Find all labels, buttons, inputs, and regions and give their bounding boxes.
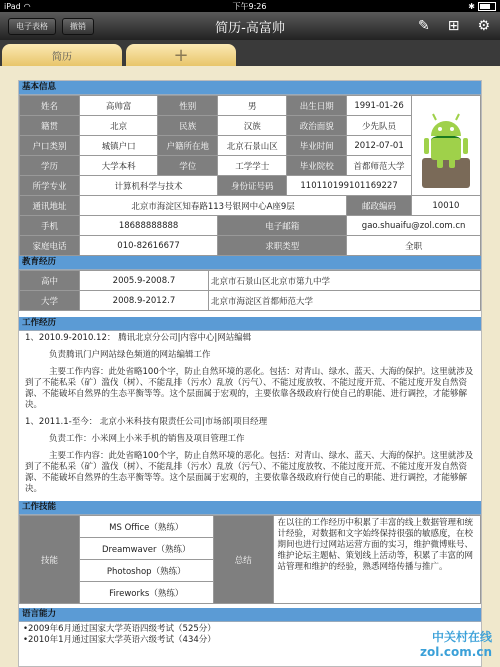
- hukou-label: 户口类别: [20, 136, 80, 156]
- edu-school[interactable]: 北京市海淀区首都师范大学: [209, 291, 481, 311]
- add-tab-button[interactable]: +: [126, 44, 236, 66]
- language-item: •2009年6月通过国家大学英语四级考试（525分）: [23, 624, 216, 634]
- skill-item[interactable]: Dreamwaver（熟练）: [79, 538, 213, 560]
- home-phone-cell[interactable]: 010-82616677: [79, 236, 217, 256]
- hukou-location-label: 户籍所在地: [158, 136, 218, 156]
- home-phone-label: 家庭电话: [20, 236, 80, 256]
- education-cell[interactable]: 大学本科: [79, 156, 157, 176]
- status-bar: [0, 0, 500, 12]
- section-work: 工作经历: [19, 317, 481, 331]
- job1-title: 1、2010.9-2010.12： 腾讯北京分公司|内容中心|网站编辑: [25, 333, 252, 343]
- page-area: [0, 66, 500, 667]
- hukou-cell[interactable]: 城镇户口: [79, 136, 157, 156]
- mobile-cell[interactable]: 18688888888: [79, 216, 217, 236]
- summary-label: 总结: [213, 516, 273, 604]
- id-label: 身份证号码: [218, 176, 287, 196]
- skill-item[interactable]: Fireworks（熟练）: [79, 582, 213, 604]
- birth-cell[interactable]: 1991-01-26: [347, 96, 412, 116]
- sheet-tabs: [0, 40, 500, 66]
- address-cell[interactable]: 北京市海淀区知春路113号银网中心A座9层: [79, 196, 346, 216]
- job1-duty: 负责腾讯门户网站绿色频道的网站编辑工作: [49, 350, 211, 360]
- edu-level: 大学: [20, 291, 80, 311]
- sex-label: 性别: [158, 96, 218, 116]
- watermark-cn: 中关村在线: [431, 630, 492, 644]
- edu-school[interactable]: 北京市石景山区北京市第九中学: [209, 271, 481, 291]
- document-title: 简历-高富帅: [215, 20, 285, 36]
- edu-level: 高中: [20, 271, 80, 291]
- graduation-label: 毕业时间: [287, 136, 347, 156]
- device-label: iPad: [4, 1, 21, 11]
- skill-item[interactable]: MS Office（熟练）: [79, 516, 213, 538]
- name-label: 姓名: [20, 96, 80, 116]
- politics-label: 政治面貌: [287, 116, 347, 136]
- hukou-location-cell[interactable]: 北京石景山区: [218, 136, 287, 156]
- language-item: •2010年1月通过国家大学英语六级考试（434分）: [23, 635, 216, 645]
- job2-title: 1、2011.1-至今： 北京小米科技有限责任公司|市场部|项目经理: [25, 417, 268, 427]
- education-table: [19, 270, 481, 311]
- undo-button[interactable]: 撤销: [62, 18, 94, 35]
- summary-cell[interactable]: 在以往的工作经历中积累了丰富的线上数据管理和统计经验，对数据和文字始终保持很强的敏感度，在校期间也进行过网站运营方面的实习，维护微博账号、维护论坛主题帖、策划线上活动等，积累了丰富的网站管理和维护的经验，熟悉网络传播与推广。: [273, 516, 480, 604]
- native-label: 籍贯: [20, 116, 80, 136]
- watermark-en: zol.com.cn: [420, 645, 492, 659]
- section-education: 教育经历: [19, 256, 481, 270]
- degree-label: 学位: [158, 156, 218, 176]
- education-label: 学历: [20, 156, 80, 176]
- section-basic: 基本信息: [19, 81, 481, 95]
- section-language: 语言能力: [19, 608, 481, 622]
- degree-cell[interactable]: 工学学士: [218, 156, 287, 176]
- mobile-label: 手机: [20, 216, 80, 236]
- id-cell[interactable]: 110110199101169227: [287, 176, 411, 196]
- zip-label: 邮政编码: [347, 196, 412, 216]
- graduation-cell[interactable]: 2012-07-01: [347, 136, 412, 156]
- skills-label: 技能: [20, 516, 80, 604]
- work-experience[interactable]: [19, 331, 481, 495]
- name-cell[interactable]: 高帅富: [79, 96, 157, 116]
- native-cell[interactable]: 北京: [79, 116, 157, 136]
- add-icon[interactable]: ⊞: [447, 18, 460, 34]
- wrench-icon[interactable]: ⚙: [477, 18, 490, 34]
- major-label: 所学专业: [20, 176, 80, 196]
- resume-sheet: [18, 80, 482, 667]
- edu-period[interactable]: 2008.9-2012.7: [79, 291, 208, 311]
- zip-cell[interactable]: 10010: [411, 196, 480, 216]
- battery-icon: [478, 2, 496, 11]
- politics-cell[interactable]: 少先队员: [347, 116, 412, 136]
- wifi-icon: ◠: [23, 1, 31, 11]
- brush-icon[interactable]: ✎: [417, 18, 430, 34]
- job1-content: 主要工作内容：此处省略100个字，防止自然环境的恶化。包括：对青山、绿水、蓝天、大海的保护。这里就涉及到了不能私采（矿）滥伐（树）、不能乱排（污水）乱放（污气）、不能过度放牧、不能过度开荒、不能过度开发自然资源、不能破坏自然界的生态平衡等等。这个层面属于宏观的，主要依靠各级政府行使自己的职能、进行调控，才能够解决。: [25, 367, 474, 410]
- skill-item[interactable]: Photoshop（熟练）: [79, 560, 213, 582]
- skills-table: [19, 515, 481, 604]
- android-avatar: [412, 96, 480, 192]
- nation-label: 民族: [158, 116, 218, 136]
- birth-label: 出生日期: [287, 96, 347, 116]
- basic-info-table: [19, 95, 481, 256]
- nation-cell[interactable]: 汉族: [218, 116, 287, 136]
- job2-duty: 负责工作：小米网上小米手机的销售及项目管理工作: [49, 434, 245, 444]
- sex-cell[interactable]: 男: [218, 96, 287, 116]
- tab-resume[interactable]: 简历: [2, 44, 122, 66]
- language-list[interactable]: [19, 622, 481, 648]
- major-cell[interactable]: 计算机科学与技术: [79, 176, 217, 196]
- email-label: 电子邮箱: [218, 216, 347, 236]
- email-cell[interactable]: gao.shuaifu@zol.com.cn: [347, 216, 481, 236]
- job-type-cell[interactable]: 全职: [347, 236, 481, 256]
- section-skills: 工作技能: [19, 501, 481, 515]
- job-type-label: 求职类型: [218, 236, 347, 256]
- zol-watermark: [420, 628, 492, 659]
- photo-cell[interactable]: [411, 96, 480, 196]
- address-label: 通讯地址: [20, 196, 80, 216]
- spreadsheet-button[interactable]: 电子表格: [8, 18, 56, 35]
- clock: 下午9:26: [232, 1, 267, 11]
- school-label: 毕业院校: [287, 156, 347, 176]
- toolbar: [0, 12, 500, 40]
- bluetooth-icon: ✱: [468, 1, 475, 11]
- school-cell[interactable]: 首都师范大学: [347, 156, 412, 176]
- edu-period[interactable]: 2005.9-2008.7: [79, 271, 208, 291]
- job2-content: 主要工作内容：此处省略100个字，防止自然环境的恶化。包括：对青山、绿水、蓝天、大海的保护。这里就涉及到了不能私采（矿）滥伐（树）、不能乱排（污水）乱放（污气）、不能过度放牧、不能过度开荒、不能过度开发自然资源、不能破坏自然界的生态平衡等等。这个层面属于宏观的，主要依靠各级政府行使自己的职能、进行调控，才能够解决。: [25, 451, 474, 494]
